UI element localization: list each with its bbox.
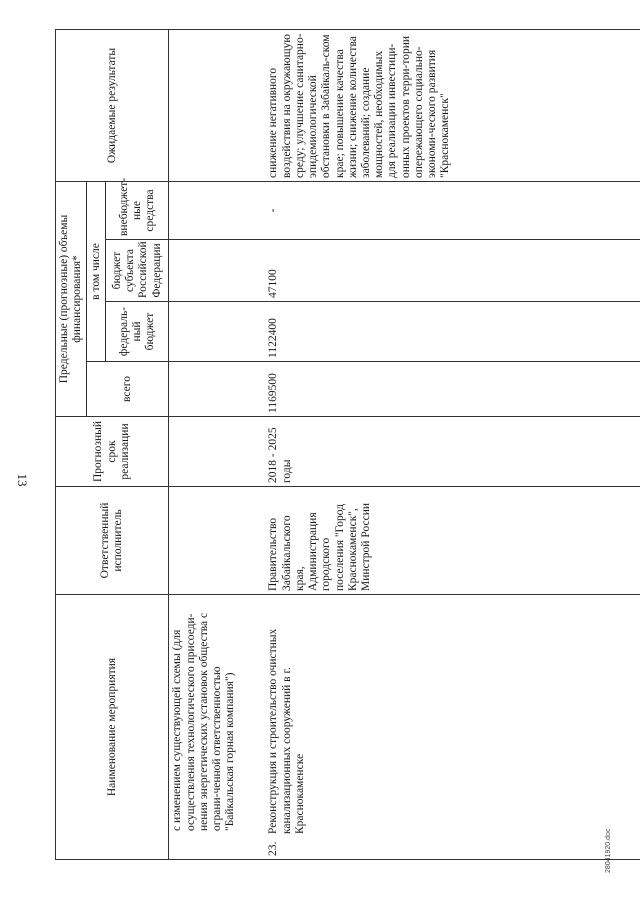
header-results: Ожидаемые результаты	[56, 29, 169, 181]
cell-empty	[169, 240, 266, 302]
footer-filename: 28041920.doc	[605, 828, 612, 873]
cell-empty	[169, 417, 266, 487]
cell-name	[265, 595, 640, 860]
cell-federal: 1122400	[265, 302, 640, 362]
table-row-continuation	[169, 29, 266, 859]
measures-table	[55, 29, 640, 860]
header-including: в том числе	[87, 181, 106, 361]
page-number: 13	[15, 473, 30, 487]
header-extrabudget: внебюджет-ные средства	[106, 181, 169, 239]
cell-extrabudget: -	[265, 181, 640, 239]
cell-total: 1169500	[265, 362, 640, 417]
continuation-name-text: с изменением существующей схемы (для осуществления технологического присоеди-нения энергетических установок общества с ограни-ченной ответственностью "Байкальская горная компания")	[171, 612, 237, 831]
header-regional: бюджет субъекта Российской Федерации	[106, 240, 169, 302]
header-term: Прогнозный срок реализации	[56, 417, 169, 487]
row-name: Реконструкция и строительство очистных канализационных сооружений в г. Краснокаменске	[267, 628, 306, 834]
cell-results: снижение негативного воздействия на окружающую среду; улучшение санитарно-эпидемиологической обстановки в Забайкаль-ском крае; повышение качества жизни; снижение количества заболеваний; создание мощностей, необходимых для реализации инвестици-онных проектов терри-тории опережающего социально-экономи-ческого развития "Краснокаменск"	[265, 29, 640, 181]
cell-term: 2018 - 2025 годы	[265, 417, 640, 487]
cell-empty	[169, 181, 266, 239]
header-federal: федераль-ный бюджет	[106, 302, 169, 362]
row-number: 23.	[267, 841, 280, 856]
header-financing: Предельные (прогнозные) объемы финансирования*	[56, 181, 87, 416]
cell-executor: Правительство Забайкальского края, Администрация городского поселения "Город Краснокаменск", Минстрой России	[265, 487, 640, 595]
cell-empty	[169, 302, 266, 362]
cell-regional: 47100	[265, 240, 640, 302]
header-name: Наименование мероприятия	[56, 595, 169, 860]
header-executor: Ответственный исполнитель	[56, 487, 169, 595]
cell-empty	[169, 362, 266, 417]
table-row-23	[265, 29, 640, 859]
cell-continuation-name	[169, 595, 266, 860]
cell-empty	[169, 29, 266, 181]
header-total: всего	[87, 362, 169, 417]
cell-empty	[169, 487, 266, 595]
rotated-table-wrapper	[55, 30, 615, 860]
